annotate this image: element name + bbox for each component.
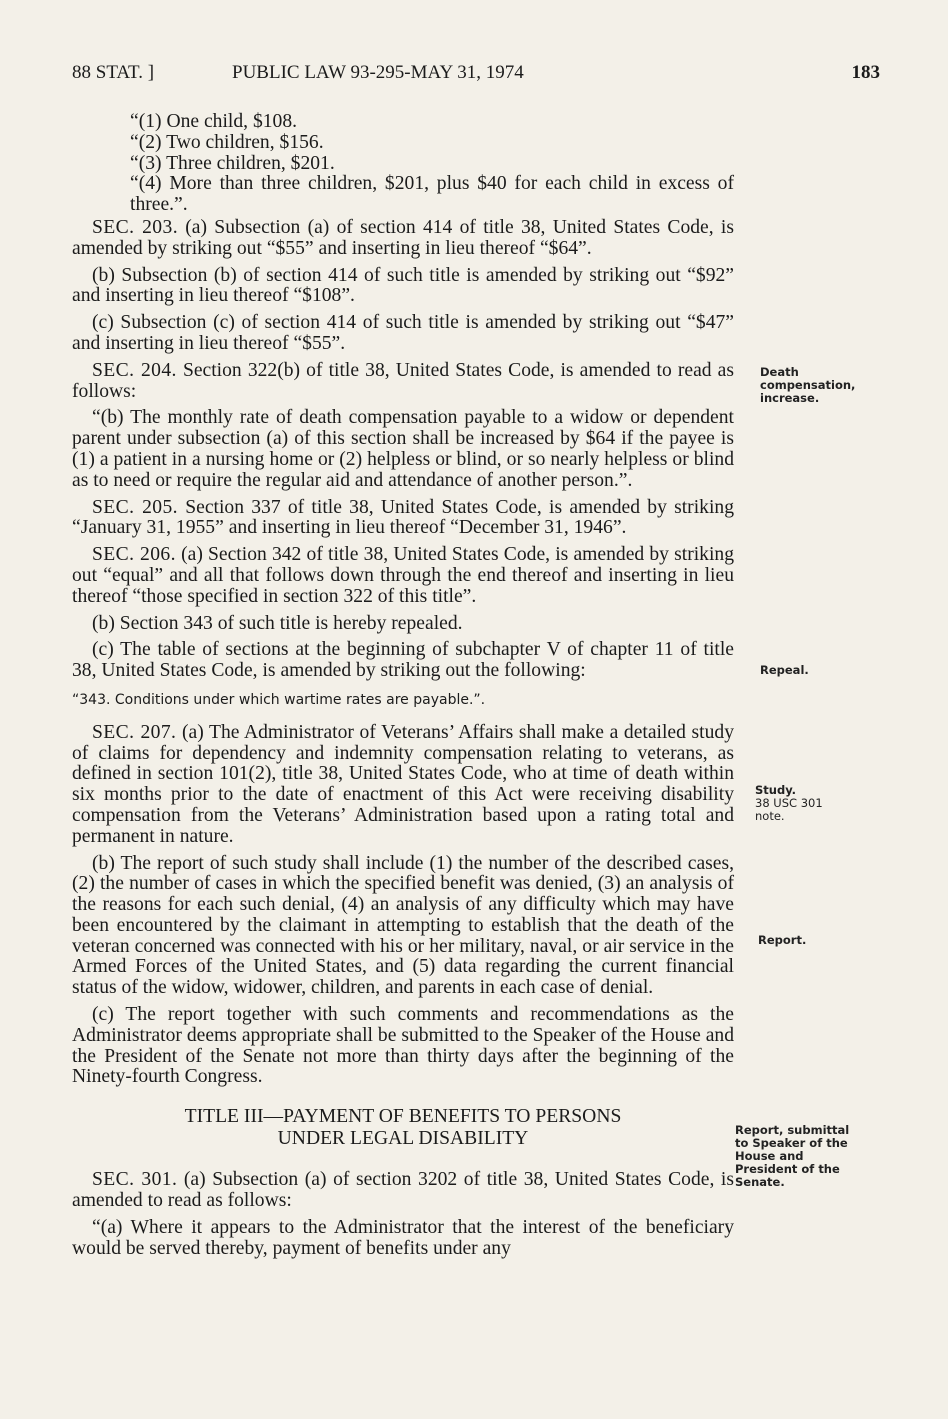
margin-note-report: Report. — [758, 933, 807, 947]
section-207b: (b) The report of such study shall include (1) the number of the described cases, (2) the number of cases in which the specified benefit was denied, (3) an analysis of the reasons for each such denial, (4) an analysis of any difficulty which may have been encountered by the claimant in attempting to establish that the death of the veteran concerned was connected with his or her military, naval, or air service in the Armed Forces of the United States, and (5) data regarding the current financial status of the widow, widower, children, and parents in each case of denial. — [72, 852, 734, 999]
section-label: SEC. 203. — [92, 216, 178, 238]
document-body — [72, 112, 734, 1259]
page-header — [72, 62, 880, 92]
section-206c: (c) The table of sections at the beginning of subchapter V of chapter 11 of title 38, United States Code, is amended by striking out the following: — [72, 639, 734, 682]
title-3-line-2: UNDER LEGAL DISABILITY — [277, 1128, 529, 1150]
margin-note-death-compensation: Death compensation, increase. — [760, 365, 856, 405]
statute-volume: 88 STAT. ] — [72, 62, 155, 83]
rate-item-3: “(3) Three children, $201. — [130, 152, 335, 174]
section-204 — [72, 361, 734, 403]
section-301a — [72, 1170, 734, 1212]
margin-note-repeal: Repeal. — [760, 663, 809, 677]
section-text: (a) Section 342 of title 38, United States Code, is amended by striking out “equal” and all that follows down through the end thereof and inserting in lieu thereof “those specified in section 322 of this title”. — [72, 544, 735, 607]
section-203b: (b) Subsection (b) of section 414 of such title is amended by striking out “$92” and inserting in lieu thereof “$108”. — [72, 264, 734, 307]
section-206a — [72, 545, 734, 607]
section-label: SEC. 205. — [92, 496, 178, 518]
section-label: SEC. 207. — [92, 721, 177, 743]
section-text: Section 322(b) of title 38, United States Code, is amended to read as follows: — [72, 359, 734, 402]
margin-note-study: Study. 38 USC 301 note. — [755, 783, 823, 823]
section-text: (a) Subsection (a) of section 3202 of title 38, United States Code, is amended to read as follows: — [72, 1169, 734, 1212]
section-204-quote: “(b) The monthly rate of death compensation payable to a widow or dependent parent under subsection (a) of this section shall be increased by $64 if the payee is (1) a patient in a nursing home or (2) helpless or blind, or so nearly helpless or blind as to need or require the regular aid and attendance of another person.”. — [72, 407, 734, 491]
table-entry-343: “343. Conditions under which wartime rates are payable.”. — [72, 691, 486, 708]
section-203c: (c) Subsection (c) of section 414 of such title is amended by striking out “$47” and inserting in lieu thereof “$55”. — [72, 312, 734, 354]
section-label: SEC. 206. — [92, 544, 176, 566]
running-title: PUBLIC LAW 93-295-MAY 31, 1974 — [232, 62, 524, 83]
title-3-heading — [72, 1106, 734, 1150]
section-301-quote: “(a) Where it appears to the Administrator that the interest of the beneficiary would be served thereby, payment of benefits under any — [72, 1216, 734, 1259]
title-3-line-1: TITLE III—PAYMENT OF BENEFITS TO PERSONS — [184, 1106, 622, 1128]
section-203a — [72, 218, 734, 260]
section-label: SEC. 204. — [92, 359, 177, 381]
section-205 — [72, 498, 734, 540]
section-206b: (b) Section 343 of such title is hereby repealed. — [92, 612, 463, 634]
rate-item-1: “(1) One child, $108. — [130, 111, 298, 132]
page-number: 183 — [851, 62, 880, 83]
section-label: SEC. 301. — [92, 1169, 178, 1191]
rate-item-2: “(2) Two children, $156. — [130, 131, 324, 153]
section-207c: (c) The report together with such comments and recommendations as the Administrator deems appropriate shall be submitted to the Speaker of the House and the President of the Senate not more than thirty days after the beginning of the Ninety-fourth Congress. — [72, 1004, 734, 1088]
margin-note-report-submittal: Report, submittal to Speaker of the House and President of the Senate. — [735, 1123, 850, 1189]
rate-item-4: “(4) More than three children, $201, plus $40 for each child in excess of three.”. — [130, 173, 734, 216]
section-207a — [72, 723, 734, 848]
section-text: (a) Subsection (a) of section 414 of title 38, United States Code, is amended by striking out “$55” and inserting in lieu thereof “$64”. — [72, 216, 734, 259]
section-text: (a) The Administrator of Veterans’ Affairs shall make a detailed study of claims for dependency and indemnity compensation relating to veterans, as defined in section 101(2), title 38, United States Code, who at time of death within six months prior to the date of enactment of this Act were receiving disability compensation from the Veterans’ Administration based upon a rating total and permanent in nature. — [72, 721, 734, 847]
section-text: Section 337 of title 38, United States Code, is amended by striking “January 31, 1955” and inserting in lieu thereof “December 31, 1946”. — [72, 496, 734, 539]
